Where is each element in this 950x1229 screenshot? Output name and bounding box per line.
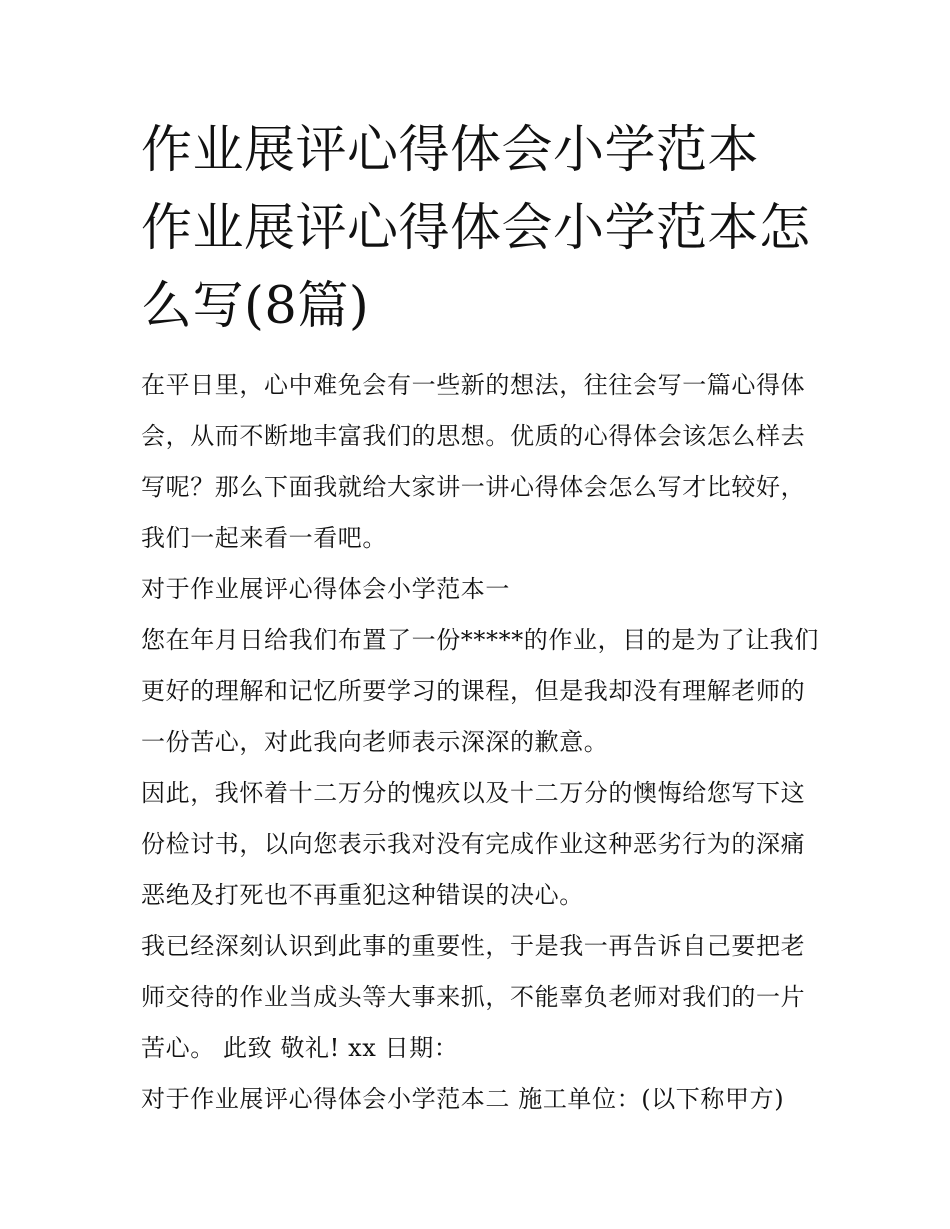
body-paragraph: 您在年月日给我们布置了一份*****的作业，目的是为了让我们更好的理解和记忆所要学习的课程，但是我却没有理解老师的一份苦心，对此我向老师表示深深的歉意。 — [141, 626, 819, 756]
title-block — [141, 112, 821, 346]
document-title: 作业展评心得体会小学范本 作业展评心得体会小学范本怎么写(8篇) — [141, 121, 811, 336]
section-heading-2: 对于作业展评心得体会小学范本二 施工单位：(以下称甲方) — [141, 1085, 785, 1113]
body-paragraph: 我已经深刻认识到此事的重要性，于是我一再告诉自己要把老师交待的作业当成头等大事来抓，不能辜负老师对我们的一片苦心。 此致 敬礼! xx 日期： — [141, 932, 806, 1062]
body-paragraph: 因此，我怀着十二万分的愧疚以及十二万分的懊悔给您写下这份检讨书，以向您表示我对没有完成作业这种恶劣行为的深痛恶绝及打死也不再重犯这种错误的决心。 — [141, 779, 806, 909]
document-body — [141, 112, 821, 1125]
intro-paragraph: 在平日里，心中难免会有一些新的想法，往往会写一篇心得体会，从而不断地丰富我们的思想。优质的心得体会该怎么样去写呢？那么下面我就给大家讲一讲心得体会怎么写才比较好，我们一起来看一看吧。 — [141, 371, 806, 552]
section-heading-1: 对于作业展评心得体会小学范本一 — [141, 575, 510, 603]
